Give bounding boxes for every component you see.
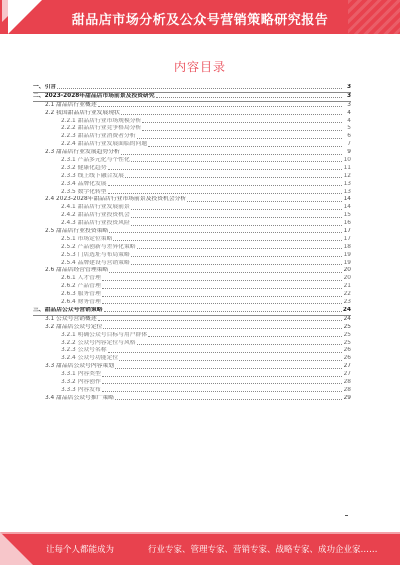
toc-entry-page-number: 24 <box>343 315 351 322</box>
toc-leader-dots <box>102 276 342 281</box>
toc-entry[interactable] <box>33 157 351 165</box>
toc-entry-page-number: 5 <box>347 125 351 132</box>
toc-entry-title: 2.6.2 产品管理 <box>61 283 101 290</box>
toc-entry-title: 2.5.1 市场定位策略 <box>61 235 113 242</box>
toc-entry-page-number: 28 <box>343 386 351 393</box>
toc-entry[interactable] <box>33 395 351 403</box>
toc-entry-page-number: 11 <box>343 164 351 171</box>
toc-leader-dots <box>115 364 342 369</box>
toc-entry-page-number: 19 <box>343 251 351 258</box>
toc-entry-title: 2.6.3 服务管理 <box>61 291 101 298</box>
toc-entry-page-number: 4 <box>347 109 351 116</box>
toc-entry-title: 2.6.1 人才管理 <box>61 275 101 282</box>
toc-entry-page-number: 26 <box>343 347 351 354</box>
toc-leader-dots <box>108 181 342 186</box>
toc-leader-dots <box>109 268 342 273</box>
toc-entry-title: 2.4.3 甜品店行业投资风险 <box>61 220 130 227</box>
toc-entry[interactable] <box>33 299 351 307</box>
toc-entry[interactable] <box>33 291 351 299</box>
toc-leader-dots <box>137 134 342 139</box>
toc-leader-dots <box>131 252 342 257</box>
toc-leader-dots <box>102 299 342 304</box>
toc-entry[interactable] <box>33 267 351 275</box>
toc-leader-dots <box>187 197 342 202</box>
toc-entry-title: 2.3.5 数字化转型 <box>61 188 107 195</box>
toc-leader-dots <box>108 348 342 353</box>
toc-entry[interactable] <box>33 118 351 126</box>
toc-entry-page-number: 7 <box>347 141 351 148</box>
toc-entry-title: 2.2.2 甜品店行业竞争格局分析 <box>61 125 142 132</box>
page-marker <box>345 515 348 516</box>
toc-leader-dots <box>102 372 342 377</box>
toc-entry[interactable] <box>33 347 351 355</box>
toc-entry[interactable] <box>33 204 351 212</box>
toc-entry-title: 2.2.4 甜品店行业发展面临的问题 <box>61 141 148 148</box>
toc-leader-dots <box>121 110 342 115</box>
footer-divider <box>0 532 400 534</box>
toc-leader-dots <box>142 126 342 131</box>
toc-leader-dots <box>98 102 342 107</box>
toc-entry[interactable] <box>33 125 351 133</box>
report-title: 甜品店市场分析及公众号营销策略研究报告 <box>71 13 329 28</box>
toc-entry-title: 2.3.1 产品多元化与个性化 <box>61 157 130 164</box>
toc-entry-title: 3.2.2 公众号内容定位与风格 <box>61 339 136 346</box>
toc-entry-page-number: 20 <box>343 275 351 282</box>
toc-entry-page-number: 13 <box>343 188 351 195</box>
toc-entry[interactable] <box>33 84 351 93</box>
toc-leader-dots <box>119 356 342 361</box>
toc-entry-page-number: 20 <box>343 267 351 274</box>
toc-leader-dots <box>121 150 342 155</box>
toc-entry-page-number: 9 <box>347 149 351 156</box>
toc-entry-page-number: 12 <box>343 172 351 179</box>
toc-entry-page-number: 27 <box>343 371 351 378</box>
footer-slogan: 让每个人都能成为 <box>46 545 115 555</box>
toc-entry[interactable] <box>33 110 351 118</box>
toc-entry-title: 3.3.2 内容创作 <box>61 378 101 385</box>
toc-entry[interactable] <box>33 93 351 102</box>
toc-entry-page-number: 6 <box>347 133 351 140</box>
toc-entry[interactable] <box>33 196 351 204</box>
toc-entry-page-number: 27 <box>343 363 351 370</box>
toc-entry[interactable] <box>33 141 351 149</box>
toc-leader-dots <box>137 244 342 249</box>
toc-entry-title: 2.5.2 产品创新与差异化策略 <box>61 243 136 250</box>
toc-entry-title: 2.4.1 甜品店行业发展前景 <box>61 204 130 211</box>
toc-leader-dots <box>102 284 342 289</box>
toc-leader-dots <box>102 387 342 392</box>
toc-entry-page-number: 25 <box>343 323 351 330</box>
toc-entry-title: 2.5.4 品牌建设与营销策略 <box>61 259 130 266</box>
toc-entry[interactable] <box>33 149 351 157</box>
toc-leader-dots <box>148 332 342 337</box>
toc-leader-dots <box>98 316 342 321</box>
toc-entry-title: 3.2.3 公众号名称 <box>61 347 107 354</box>
toc-leader-dots <box>103 324 342 329</box>
toc-entry-page-number: 10 <box>343 157 351 164</box>
toc-entry-title: 2.3 甜品店行业发展趋势分析 <box>45 149 120 156</box>
toc-entry-title: 2.4 2023-2028年甜品店行业市场前景及投资机会分析 <box>45 196 187 203</box>
toc-entry-title: 2.6 甜品店经营管理策略 <box>45 267 109 274</box>
toc-entry-page-number: 4 <box>347 117 351 124</box>
toc-entry-title: 3.4 甜品店公众号推广策略 <box>45 394 115 401</box>
toc-entry[interactable] <box>33 228 351 236</box>
toc-entry-title: 3.1 公众号营销概述 <box>45 315 97 322</box>
toc-leader-dots <box>131 157 342 162</box>
toc-entry-title: 2.2.1 甜品店行业市场规模分析 <box>61 117 142 124</box>
toc-entry-page-number: 28 <box>343 378 351 385</box>
toc-leader-dots <box>137 340 342 345</box>
toc-entry[interactable] <box>33 340 351 348</box>
toc-entry[interactable] <box>33 173 351 181</box>
toc-leader-dots <box>148 142 342 147</box>
toc-entry[interactable] <box>33 316 351 324</box>
toc-entry[interactable] <box>33 236 351 244</box>
toc-entry[interactable] <box>33 212 351 220</box>
toc-entry[interactable] <box>33 355 351 363</box>
toc-entry[interactable] <box>33 371 351 379</box>
footer-banner <box>0 532 400 565</box>
footer-tagline: 行业专家、管理专家、营销专家、战略专家、成功企业家…… <box>148 545 378 555</box>
toc-entry-title: 3.3.3 内容发布 <box>61 386 101 393</box>
toc-entry-page-number: 14 <box>343 196 351 203</box>
toc-leader-dots <box>131 205 342 210</box>
toc-entry-page-number: 13 <box>343 180 351 187</box>
toc-entry[interactable] <box>33 387 351 395</box>
toc-entry-title: 二、2023-2028年甜品店市场前景及投资研究 <box>33 92 155 99</box>
toc-entry[interactable] <box>33 324 351 332</box>
toc-entry-title: 2.5.3 门店选址与布局策略 <box>61 251 130 258</box>
toc-entry-title: 2.2.3 甜品店行业消费者分析 <box>61 133 136 140</box>
toc-entry-title: 3.2 甜品店公众号定位 <box>45 323 103 330</box>
toc-leader-dots <box>131 213 342 218</box>
toc-entry-page-number: 16 <box>343 220 351 227</box>
toc-entry[interactable] <box>33 165 351 173</box>
toc-leader-dots <box>57 84 342 89</box>
toc-entry[interactable] <box>33 307 351 316</box>
header-banner <box>0 0 400 34</box>
toc-leader-dots <box>108 189 342 194</box>
toc-entry-page-number: 14 <box>343 204 351 211</box>
toc-leader-dots <box>113 236 342 241</box>
toc-entry-page-number: 22 <box>343 291 351 298</box>
toc-entry-title: 2.3.2 健康化趋势 <box>61 164 107 171</box>
toc-leader-dots <box>142 118 342 123</box>
toc-leader-dots <box>109 228 342 233</box>
toc-entry[interactable] <box>33 332 351 340</box>
toc-heading: 内容目录 <box>173 60 226 74</box>
toc-entry[interactable] <box>33 260 351 268</box>
toc-entry-page-number: 25 <box>343 339 351 346</box>
toc-leader-dots <box>102 292 342 297</box>
toc-entry-title: 2.1 甜品店行业概述 <box>45 101 97 108</box>
toc-entry-title: 三、甜品店公众号营销策略 <box>33 306 103 313</box>
toc-leader-dots <box>131 260 342 265</box>
toc-entry-title: 一、引言 <box>33 84 57 90</box>
toc-entry[interactable] <box>33 283 351 291</box>
toc-leader-dots <box>115 395 342 400</box>
toc-entry-page-number: 23 <box>343 299 351 306</box>
toc-entry-page-number: 25 <box>343 331 351 338</box>
table-of-contents <box>33 84 351 403</box>
toc-entry[interactable] <box>33 102 351 110</box>
toc-entry-page-number: 19 <box>343 259 351 266</box>
toc-entry-title: 2.3.3 线上线下融合发展 <box>61 172 124 179</box>
toc-entry-title: 3.3 甜品店公众号内容策划 <box>45 363 115 370</box>
toc-leader-dots <box>131 221 342 226</box>
toc-entry-title: 2.6.4 财务管理 <box>61 299 101 306</box>
footer-decoration <box>0 532 33 565</box>
toc-entry-page-number: 3 <box>346 92 351 99</box>
toc-entry-page-number: 24 <box>342 306 351 313</box>
toc-entry-page-number: 18 <box>343 243 351 250</box>
toc-entry-page-number: 29 <box>343 394 351 401</box>
toc-entry-title: 3.3.1 内容类型 <box>61 371 101 378</box>
toc-entry[interactable] <box>33 275 351 283</box>
toc-entry-page-number: 17 <box>343 228 351 235</box>
toc-entry[interactable] <box>33 379 351 387</box>
toc-entry-page-number: 26 <box>343 355 351 362</box>
toc-entry-title: 3.2.1 明确公众号目标与用户群体 <box>61 331 148 338</box>
toc-entry[interactable] <box>33 181 351 189</box>
toc-entry-page-number: 15 <box>343 212 351 219</box>
toc-entry[interactable] <box>33 363 351 371</box>
toc-leader-dots <box>156 93 342 98</box>
toc-entry[interactable] <box>33 189 351 197</box>
toc-entry[interactable] <box>33 220 351 228</box>
toc-entry-page-number: 3 <box>346 84 351 90</box>
toc-entry-page-number: 3 <box>347 101 351 108</box>
toc-leader-dots <box>104 307 342 312</box>
toc-entry-title: 2.3.4 品牌化发展 <box>61 180 107 187</box>
toc-entry-title: 2.5 甜品店行业投资策略 <box>45 228 109 235</box>
toc-leader-dots <box>125 173 342 178</box>
toc-leader-dots <box>102 379 342 384</box>
toc-entry-page-number: 21 <box>343 283 351 290</box>
toc-entry-title: 2.2 我国甜品店行业发展现状 <box>45 109 120 116</box>
toc-entry[interactable] <box>33 133 351 141</box>
toc-entry-page-number: 17 <box>343 235 351 242</box>
toc-entry-title: 3.2.4 公众号功能定位 <box>61 355 119 362</box>
toc-entry-title: 2.4.2 甜品店行业投资机会 <box>61 212 130 219</box>
toc-entry[interactable] <box>33 252 351 260</box>
toc-entry[interactable] <box>33 244 351 252</box>
toc-leader-dots <box>108 165 342 170</box>
